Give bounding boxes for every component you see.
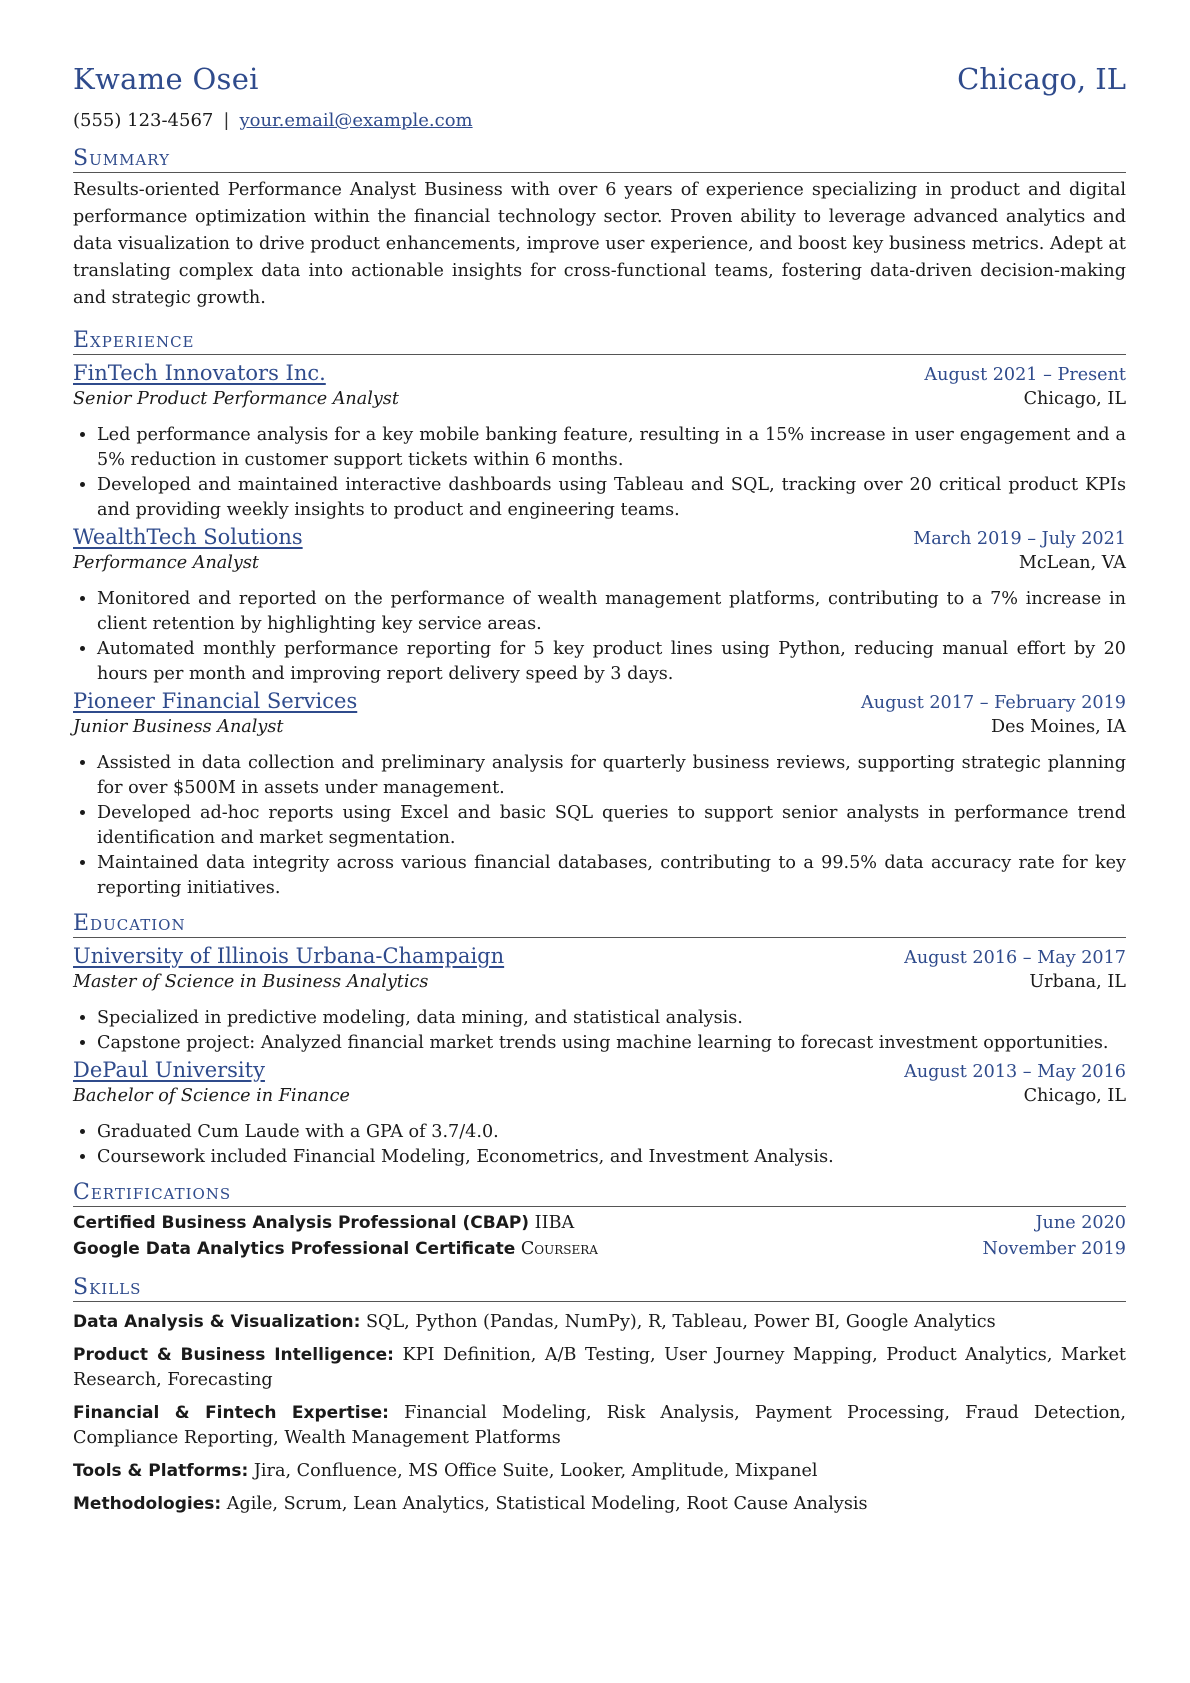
study-dates: August 2013 – May 2016	[904, 1062, 1126, 1082]
company-name: WealthTech Solutions	[73, 525, 303, 549]
certifications-list	[73, 1213, 1126, 1265]
bullet-item: • Coursework included Financial Modeling, Econometrics, and Investment Analysis.	[97, 1145, 1126, 1170]
skill-label: Tools & Platforms:	[73, 1461, 249, 1481]
skill-value: Jira, Confluence, MS Office Suite, Looker, Amplitude, Mixpanel	[253, 1461, 818, 1481]
education-entry	[73, 944, 1126, 1056]
degree: Master of Science in Business Analytics	[73, 972, 429, 992]
bullet-item: • Specialized in predictive modeling, data mining, and statistical analysis.	[97, 1006, 1126, 1031]
certification-item	[73, 1239, 1126, 1265]
study-dates: August 2016 – May 2017	[904, 948, 1126, 968]
experience-entry	[73, 361, 1126, 523]
section-title-summary: Summary	[73, 146, 1126, 173]
bullet-item: • Maintained data integrity across various financial databases, contributing to a 99.5% data accuracy rate for key reporting initiatives.	[97, 851, 1126, 901]
skill-item	[73, 1459, 1126, 1484]
bullet-item: • Developed ad-hoc reports using Excel and basic SQL queries to support senior analysts in performance trend identification and market segmentation.	[97, 801, 1126, 851]
section-title-education: Education	[73, 911, 1126, 938]
certification-name: Certified Business Analysis Professional (CBAP)	[73, 1213, 530, 1233]
company-name: Pioneer Financial Services	[73, 689, 358, 713]
employment-dates: August 2017 – February 2019	[861, 693, 1126, 713]
contact-separator: |	[223, 110, 230, 131]
candidate-location: Chicago, IL	[957, 62, 1126, 96]
bullet-item: • Monitored and reported on the performance of wealth management platforms, contributing to a 7% increase in client retention by highlighting key service areas.	[97, 587, 1126, 637]
bullet-item: • Graduated Cum Laude with a GPA of 3.7/4.0.	[97, 1120, 1126, 1145]
job-location: McLean, VA	[1018, 553, 1126, 573]
skill-label: Methodologies:	[73, 1494, 222, 1514]
skill-item	[73, 1492, 1126, 1517]
skill-value: Agile, Scrum, Lean Analytics, Statistical Modeling, Root Cause Analysis	[226, 1494, 868, 1514]
certification-date: June 2020	[1035, 1213, 1126, 1233]
employment-dates: March 2019 – July 2021	[913, 529, 1126, 549]
section-title-skills: Skills	[73, 1275, 1126, 1302]
skill-value: SQL, Python (Pandas, NumPy), R, Tableau, Power BI, Google Analytics	[366, 1312, 996, 1332]
employment-dates: August 2021 – Present	[924, 365, 1126, 385]
school-location: Chicago, IL	[1023, 1086, 1126, 1106]
job-location: Des Moines, IA	[991, 717, 1126, 737]
bullet-item: • Developed and maintained interactive dashboards using Tableau and SQL, tracking over 20 critical product KPIs and providing weekly insights to product and engineering teams.	[97, 473, 1126, 523]
resume-page	[73, 62, 1126, 1517]
skill-label: Financial & Fintech Expertise:	[73, 1403, 389, 1423]
school-name: DePaul University	[73, 1058, 265, 1082]
experience-entry	[73, 525, 1126, 687]
skills-list	[73, 1310, 1126, 1517]
bullet-item: • Led performance analysis for a key mobile banking feature, resulting in a 15% increase in user engagement and a 5% reduction in customer support tickets within 6 months.	[97, 423, 1126, 473]
job-title: Performance Analyst	[73, 553, 259, 573]
section-title-certifications: Certifications	[73, 1180, 1126, 1207]
bullet-item: • Assisted in data collection and preliminary analysis for quarterly business reviews, supporting strategic planning for over $500M in assets under management.	[97, 751, 1126, 801]
section-title-experience: Experience	[73, 328, 1126, 355]
job-title: Senior Product Performance Analyst	[73, 389, 399, 409]
skill-item	[73, 1401, 1126, 1451]
degree: Bachelor of Science in Finance	[73, 1086, 350, 1106]
company-name: FinTech Innovators Inc.	[73, 361, 326, 385]
certification-issuer: IIBA	[534, 1213, 575, 1233]
skill-item	[73, 1343, 1126, 1393]
header	[73, 62, 1126, 104]
certification-date: November 2019	[982, 1239, 1126, 1259]
bullet-item: • Capstone project: Analyzed financial market trends using machine learning to forecast investment opportunities.	[97, 1031, 1126, 1056]
bullet-item: • Automated monthly performance reporting for 5 key product lines using Python, reducing manual effort by 20 hours per month and improving report delivery speed by 3 days.	[97, 637, 1126, 687]
certification-item	[73, 1213, 1126, 1239]
skill-item	[73, 1310, 1126, 1335]
email-link[interactable]: your.email@example.com	[239, 110, 473, 131]
summary-paragraph: Results-oriented Performance Analyst Business with over 6 years of experience specializing in product and digital performance optimization within the financial technology sector. Proven ability to leverage advanced analytics and data visualization to drive product enhancements, improve user experience, and boost key business metrics. Adept at translating complex data into actionable insights for cross-functional teams, fostering data-driven decision-making and strategic growth.	[73, 180, 1126, 308]
skill-value: Financial Modeling, Risk Analysis, Payment Processing, Fraud Detection, Compliance Reporting, Wealth Management Platforms	[73, 1403, 1126, 1448]
job-location: Chicago, IL	[1023, 389, 1126, 409]
certification-name: Google Data Analytics Professional Certificate	[73, 1239, 516, 1259]
education-entry	[73, 1058, 1126, 1170]
skill-label: Data Analysis & Visualization:	[73, 1312, 361, 1332]
skill-value: KPI Definition, A/B Testing, User Journey Mapping, Product Analytics, Market Research, Forecasting	[73, 1345, 1126, 1390]
candidate-name: Kwame Osei	[73, 62, 259, 96]
job-title: Junior Business Analyst	[73, 717, 284, 737]
school-location: Urbana, IL	[1029, 972, 1126, 992]
phone-number: (555) 123-4567	[73, 110, 214, 131]
contact-line	[73, 110, 1126, 134]
certification-issuer: Coursera	[520, 1239, 598, 1259]
school-name: University of Illinois Urbana-Champaign	[73, 944, 505, 968]
experience-entry	[73, 689, 1126, 901]
skill-label: Product & Business Intelligence:	[73, 1345, 394, 1365]
